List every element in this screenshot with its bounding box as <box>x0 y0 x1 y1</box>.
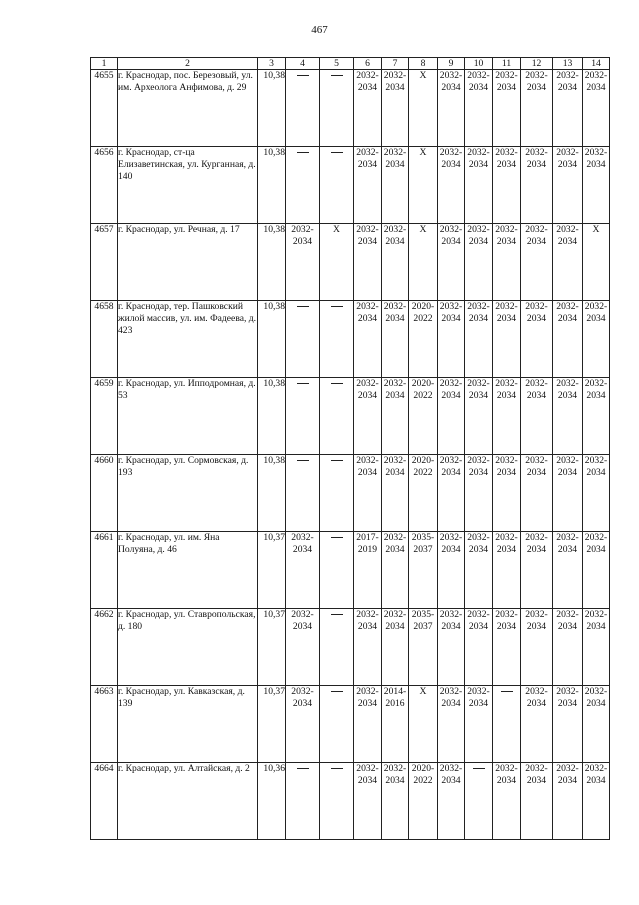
schedule-cell: 2032-2034 <box>493 70 521 147</box>
schedule-cell: 2032-2034 <box>493 224 521 301</box>
schedule-cell: 2032-2034 <box>382 532 409 609</box>
schedule-cell: 2032-2034 <box>465 301 493 378</box>
page-number: 467 <box>311 24 328 36</box>
table-row <box>91 301 610 378</box>
row-number-cell: 4657 <box>91 224 118 301</box>
schedule-cell: 2032-2034 <box>382 609 409 686</box>
schedule-cell: 2035-2037 <box>409 532 438 609</box>
row-number-cell: 4659 <box>91 378 118 455</box>
schedule-cell: 2032-2034 <box>521 455 553 532</box>
schedule-cell: 2032-2034 <box>493 532 521 609</box>
value-cell: 10,38 <box>258 378 286 455</box>
empty-dash <box>331 152 343 153</box>
schedule-cell: 2032-2034 <box>382 147 409 224</box>
schedule-cell: 2020-2022 <box>409 301 438 378</box>
schedule-cell: 2032-2034 <box>438 686 465 763</box>
schedule-cell: 2032-2034 <box>583 378 610 455</box>
schedule-cell <box>320 609 354 686</box>
address-cell: г. Краснодар, ст-ца Елизаветинская, ул. Курганная, д. 140 <box>118 147 258 224</box>
schedule-cell: 2032-2034 <box>583 763 610 840</box>
schedule-cell: 2032-2034 <box>583 70 610 147</box>
schedule-cell <box>286 70 320 147</box>
schedule-cell: 2032-2034 <box>521 763 553 840</box>
schedule-cell: Х <box>409 147 438 224</box>
schedule-cell <box>286 378 320 455</box>
schedule-cell: 2017-2019 <box>354 532 382 609</box>
row-number-cell: 4664 <box>91 763 118 840</box>
value-cell: 10,37 <box>258 609 286 686</box>
schedule-cell: 2032-2034 <box>493 763 521 840</box>
schedule-cell <box>320 378 354 455</box>
value-cell: 10,38 <box>258 70 286 147</box>
schedule-cell: Х <box>583 224 610 301</box>
value-cell: 10,38 <box>258 224 286 301</box>
schedule-cell: 2020-2022 <box>409 378 438 455</box>
table-row <box>91 70 610 147</box>
schedule-cell <box>320 70 354 147</box>
empty-dash <box>473 768 485 769</box>
schedule-cell: 2032-2034 <box>553 532 583 609</box>
schedule-cell <box>493 686 521 763</box>
row-number-cell: 4655 <box>91 70 118 147</box>
schedule-cell: 2032-2034 <box>438 70 465 147</box>
schedule-cell: 2032-2034 <box>521 70 553 147</box>
schedule-cell: 2032-2034 <box>553 70 583 147</box>
column-header: 3 <box>258 58 286 70</box>
schedule-cell: 2032-2034 <box>583 609 610 686</box>
value-cell: 10,36 <box>258 763 286 840</box>
schedule-cell: 2032-2034 <box>553 686 583 763</box>
schedule-cell <box>320 147 354 224</box>
address-cell: г. Краснодар, ул. Алтайская, д. 2 <box>118 763 258 840</box>
schedule-cell: Х <box>409 224 438 301</box>
schedule-cell: 2032-2034 <box>553 455 583 532</box>
schedule-cell: 2032-2034 <box>438 455 465 532</box>
schedule-cell: 2032-2034 <box>521 147 553 224</box>
schedule-cell: 2032-2034 <box>354 147 382 224</box>
column-header: 4 <box>286 58 320 70</box>
column-header: 12 <box>521 58 553 70</box>
empty-dash <box>331 460 343 461</box>
schedule-cell: 2032-2034 <box>493 455 521 532</box>
table-row <box>91 763 610 840</box>
address-cell: г. Краснодар, ул. Речная, д. 17 <box>118 224 258 301</box>
schedule-cell: 2032-2034 <box>465 455 493 532</box>
empty-dash <box>331 537 343 538</box>
column-header: 7 <box>382 58 409 70</box>
schedule-cell <box>320 455 354 532</box>
row-number-cell: 4661 <box>91 532 118 609</box>
schedule-cell: 2032-2034 <box>382 301 409 378</box>
schedule-cell: 2032-2034 <box>438 301 465 378</box>
empty-dash <box>501 691 513 692</box>
schedule-cell: 2032-2034 <box>438 532 465 609</box>
table-row <box>91 147 610 224</box>
address-cell: г. Краснодар, ул. Кавказская, д. 139 <box>118 686 258 763</box>
table-row <box>91 378 610 455</box>
column-header: 14 <box>583 58 610 70</box>
empty-dash <box>297 152 309 153</box>
schedule-cell <box>320 532 354 609</box>
value-cell: 10,38 <box>258 301 286 378</box>
schedule-cell: 2032-2034 <box>521 378 553 455</box>
schedule-cell: 2032-2034 <box>583 686 610 763</box>
schedule-cell: 2032-2034 <box>553 147 583 224</box>
schedule-cell: 2032-2034 <box>354 378 382 455</box>
schedule-cell: 2032-2034 <box>382 224 409 301</box>
schedule-cell <box>320 686 354 763</box>
schedule-cell: 2032-2034 <box>553 609 583 686</box>
schedule-cell: 2032-2034 <box>438 147 465 224</box>
column-header: 1 <box>91 58 118 70</box>
schedule-cell: 2032-2034 <box>553 763 583 840</box>
schedule-cell <box>320 763 354 840</box>
empty-dash <box>331 691 343 692</box>
schedule-cell: 2032-2034 <box>286 532 320 609</box>
column-header: 10 <box>465 58 493 70</box>
column-header: 9 <box>438 58 465 70</box>
schedule-cell: 2032-2034 <box>465 147 493 224</box>
address-cell: г. Краснодар, ул. Ставропольская, д. 180 <box>118 609 258 686</box>
value-cell: 10,38 <box>258 147 286 224</box>
schedule-cell: 2032-2034 <box>553 301 583 378</box>
table-row <box>91 224 610 301</box>
schedule-cell: 2032-2034 <box>521 532 553 609</box>
schedule-cell: 2032-2034 <box>583 301 610 378</box>
table-row <box>91 455 610 532</box>
schedule-cell <box>286 455 320 532</box>
schedule-cell: 2035-2037 <box>409 609 438 686</box>
schedule-cell: 2032-2034 <box>493 609 521 686</box>
row-number-cell: 4660 <box>91 455 118 532</box>
schedule-cell: Х <box>409 70 438 147</box>
empty-dash <box>297 75 309 76</box>
schedule-cell: 2032-2034 <box>521 609 553 686</box>
schedule-cell: 2032-2034 <box>465 378 493 455</box>
schedule-cell: 2032-2034 <box>354 609 382 686</box>
schedule-cell: 2032-2034 <box>382 378 409 455</box>
address-cell: г. Краснодар, ул. Ипподромная, д. 53 <box>118 378 258 455</box>
schedule-cell: 2032-2034 <box>286 686 320 763</box>
schedule-cell: 2032-2034 <box>382 455 409 532</box>
empty-dash <box>331 614 343 615</box>
schedule-cell: 2032-2034 <box>286 609 320 686</box>
schedule-cell: 2032-2034 <box>354 70 382 147</box>
schedule-cell <box>320 301 354 378</box>
schedule-cell: 2032-2034 <box>438 609 465 686</box>
schedule-cell: 2032-2034 <box>438 763 465 840</box>
schedule-cell: 2032-2034 <box>354 455 382 532</box>
schedule-cell: 2032-2034 <box>521 686 553 763</box>
schedule-cell: 2032-2034 <box>286 224 320 301</box>
schedule-cell <box>286 147 320 224</box>
schedule-cell: 2032-2034 <box>553 224 583 301</box>
schedule-cell: 2014-2016 <box>382 686 409 763</box>
row-number-cell: 4656 <box>91 147 118 224</box>
schedule-cell: 2032-2034 <box>583 455 610 532</box>
empty-dash <box>297 383 309 384</box>
column-header: 8 <box>409 58 438 70</box>
schedule-cell <box>286 763 320 840</box>
row-number-cell: 4658 <box>91 301 118 378</box>
address-cell: г. Краснодар, ул. Сормовская, д. 193 <box>118 455 258 532</box>
schedule-cell <box>465 763 493 840</box>
schedule-cell: Х <box>409 686 438 763</box>
schedule-cell: 2032-2034 <box>354 686 382 763</box>
schedule-cell <box>286 301 320 378</box>
schedule-cell: 2032-2034 <box>382 70 409 147</box>
schedule-cell: 2032-2034 <box>354 224 382 301</box>
schedule-cell: 2032-2034 <box>438 224 465 301</box>
schedule-cell: 2032-2034 <box>465 224 493 301</box>
row-number-cell: 4663 <box>91 686 118 763</box>
schedule-cell: 2032-2034 <box>553 378 583 455</box>
empty-dash <box>297 768 309 769</box>
schedule-cell: 2032-2034 <box>438 378 465 455</box>
schedule-cell: 2032-2034 <box>521 301 553 378</box>
address-cell: г. Краснодар, пос. Березовый, ул. им. Археолога Анфимова, д. 29 <box>118 70 258 147</box>
value-cell: 10,37 <box>258 686 286 763</box>
empty-dash <box>331 75 343 76</box>
address-cell: г. Краснодар, ул. им. Яна Полуяна, д. 46 <box>118 532 258 609</box>
schedule-cell: 2032-2034 <box>465 70 493 147</box>
column-header: 11 <box>493 58 521 70</box>
schedule-cell: 2020-2022 <box>409 455 438 532</box>
empty-dash <box>297 306 309 307</box>
schedule-cell: 2032-2034 <box>493 378 521 455</box>
schedule-cell: 2032-2034 <box>465 609 493 686</box>
empty-dash <box>297 460 309 461</box>
table-row <box>91 532 610 609</box>
schedule-cell: 2032-2034 <box>354 301 382 378</box>
schedule-cell: 2032-2034 <box>583 147 610 224</box>
value-cell: 10,38 <box>258 455 286 532</box>
schedule-cell: 2032-2034 <box>493 147 521 224</box>
table-row <box>91 686 610 763</box>
column-header: 5 <box>320 58 354 70</box>
schedule-cell: 2032-2034 <box>354 763 382 840</box>
schedule-cell: 2032-2034 <box>493 301 521 378</box>
header-row <box>91 58 610 70</box>
column-header: 6 <box>354 58 382 70</box>
schedule-cell: 2032-2034 <box>465 686 493 763</box>
schedule-cell: 2032-2034 <box>521 224 553 301</box>
address-cell: г. Краснодар, тер. Пашковский жилой массив, ул. им. Фадеева, д. 423 <box>118 301 258 378</box>
row-number-cell: 4662 <box>91 609 118 686</box>
empty-dash <box>331 306 343 307</box>
schedule-cell: 2032-2034 <box>382 763 409 840</box>
schedule-cell: Х <box>320 224 354 301</box>
table-row <box>91 609 610 686</box>
value-cell: 10,37 <box>258 532 286 609</box>
schedule-cell: 2020-2022 <box>409 763 438 840</box>
register-table <box>90 57 610 840</box>
schedule-cell: 2032-2034 <box>583 532 610 609</box>
column-header: 13 <box>553 58 583 70</box>
column-header: 2 <box>118 58 258 70</box>
empty-dash <box>331 768 343 769</box>
schedule-cell: 2032-2034 <box>465 532 493 609</box>
empty-dash <box>331 383 343 384</box>
